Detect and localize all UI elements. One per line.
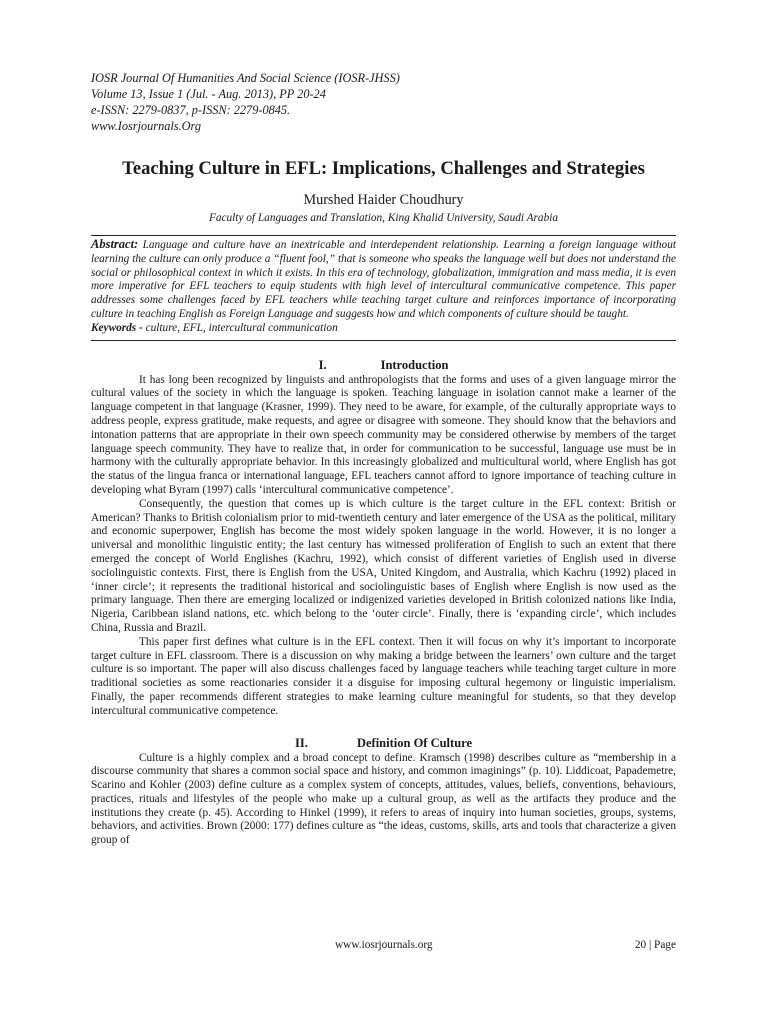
- keywords-label: Keywords -: [91, 321, 146, 334]
- author-affiliation: Faculty of Languages and Translation, King Khalid University, Saudi Arabia: [208, 212, 559, 224]
- section-title: Definition Of Culture: [356, 735, 473, 750]
- footer-url: www.iosrjournals.org: [335, 939, 433, 951]
- abstract-label: Abstract:: [91, 237, 139, 251]
- journal-website: www.Iosrjournals.Org: [91, 119, 202, 133]
- body-paragraph: This paper first defines what culture is in the EFL context. Then it will focus on why it’s important to incorporate target culture in EFL classroom. There is a discussion on why making a bridge between the learners’ own culture and the target culture is so important. The paper will also discuss challenges faced by language teachers while teaching target culture in more traditional societies as some reactionaries consider it a disguise for imposing cultural hegemony or linguistic imperialism. Finally, the paper recommends different strategies to make learning culture meaningful for students, so that they develop intercultural communicative competence.: [91, 635, 676, 717]
- body-paragraph: Culture is a highly complex and a broad concept to define. Kramsch (1998) describes culture as “membership in a discourse community that shares a common social space and history, and common imaginings” (p. 10). Liddicoat, Papademetre, Scarino and Kohler (2003) define culture as a complex system of concepts, attitudes, values, beliefs, conventions, behaviours, practices, rituals and lifestyles of the people who make up a cultural group, as well as the artifacts they produce and the institutions they create (p. 45). According to Hinkel (1999), it refers to areas of inquiry into human societies, groups, systems, behaviors, and activities. Brown (2000: 177) defines culture as “the ideas, customs, skills, arts and tools that characterize a given group of: [91, 751, 676, 847]
- section-title: Introduction: [380, 357, 449, 372]
- keywords: [91, 322, 676, 336]
- author-name: Murshed Haider Choudhury: [303, 192, 464, 208]
- section-number: II.: [294, 735, 308, 750]
- page-number: 20 | Page: [634, 939, 676, 951]
- journal-header: [91, 70, 676, 134]
- journal-issn: e-ISSN: 2279-0837, p-ISSN: 2279-0845.: [91, 103, 291, 117]
- paper-title: Teaching Culture in EFL: Implications, Challenges and Strategies: [122, 158, 645, 179]
- journal-name: IOSR Journal Of Humanities And Social Science (IOSR-JHSS): [91, 71, 400, 85]
- body-paragraph: Consequently, the question that comes up is which culture is the target culture in the EFL context: British or American? Thanks to British colonialism prior to mid-twentieth century and later emergence of the USA as the political, military and economic superpower, English has become the most widely spoken language in the world. However, it is no longer a universal and monolithic linguistic entity; the last century has witnessed proliferation of English to such an extent that there emerged the concept of World Englishes (Kachru, 1992), which consist of different varieties of English used in diverse sociolinguistic contexts. First, there is English from the USA, United Kingdom, and Australia, which Kachru (1992) placed in ‘inner circle’; it represents the traditional historical and sociolinguistic bases of English where English is now used as the primary language. Then there are emerging localized or indigenized varieties developed in British colonized nations like India, Nigeria, Caribbean island nations, etc. which belong to the ‘outer circle’. Finally, there is ‘expanding circle’, which includes China, Russia and Brazil.: [91, 497, 676, 634]
- abstract: [91, 238, 676, 322]
- abstract-text: Language and culture have an inextricable and interdependent relationship. Learning a foreign language without learning the culture can only produce a “fluent fool,” that is someone who speaks the language well but does not understand the social or philosophical context in which it exists. In this era of technology, globalization, immigration and mass media, it is even more imperative for EFL teachers to equip students with high level of intercultural communicative competence. This paper addresses some challenges faced by EFL teachers while teaching target culture and reinforces importance of incorporating culture in teaching English as Foreign Language and suggests how and which components of culture should be taught.: [91, 239, 676, 320]
- abstract-bottom-rule: [91, 340, 676, 341]
- body-paragraph: It has long been recognized by linguists and anthropologists that the forms and uses of a given language mirror the cultural values of the society in which the language is spoken. Teaching language in isolation cannot make a learner of the language competent in that language (Krasner, 1999). They need to be aware, for example, of the culturally appropriate ways to address people, express gratitude, make requests, and agree or disagree with someone. They should know that the behaviors and intonation patterns that are appropriate in their own speech community may be considered otherwise by members of the target language speech community. They have to realize that, in order for communication to be successful, language use must be in harmony with the culturally appropriate behavior. In this increasingly globalized and multicultural world, where English has got the status of the lingua franca or international language, EFL teachers cannot afford to ignore importance of teaching culture in developing what Byram (1997) calls ‘intercultural communicative competence’.: [91, 373, 676, 496]
- section-heading-definition: [91, 735, 676, 751]
- paper-page: [91, 70, 676, 848]
- section-number: I.: [318, 357, 327, 372]
- journal-volume: Volume 13, Issue 1 (Jul. - Aug. 2013), PP 20-24: [91, 87, 326, 101]
- section-heading-introduction: [91, 357, 676, 373]
- abstract-top-rule: [91, 235, 676, 236]
- keywords-text: culture, EFL, intercultural communication: [145, 321, 338, 334]
